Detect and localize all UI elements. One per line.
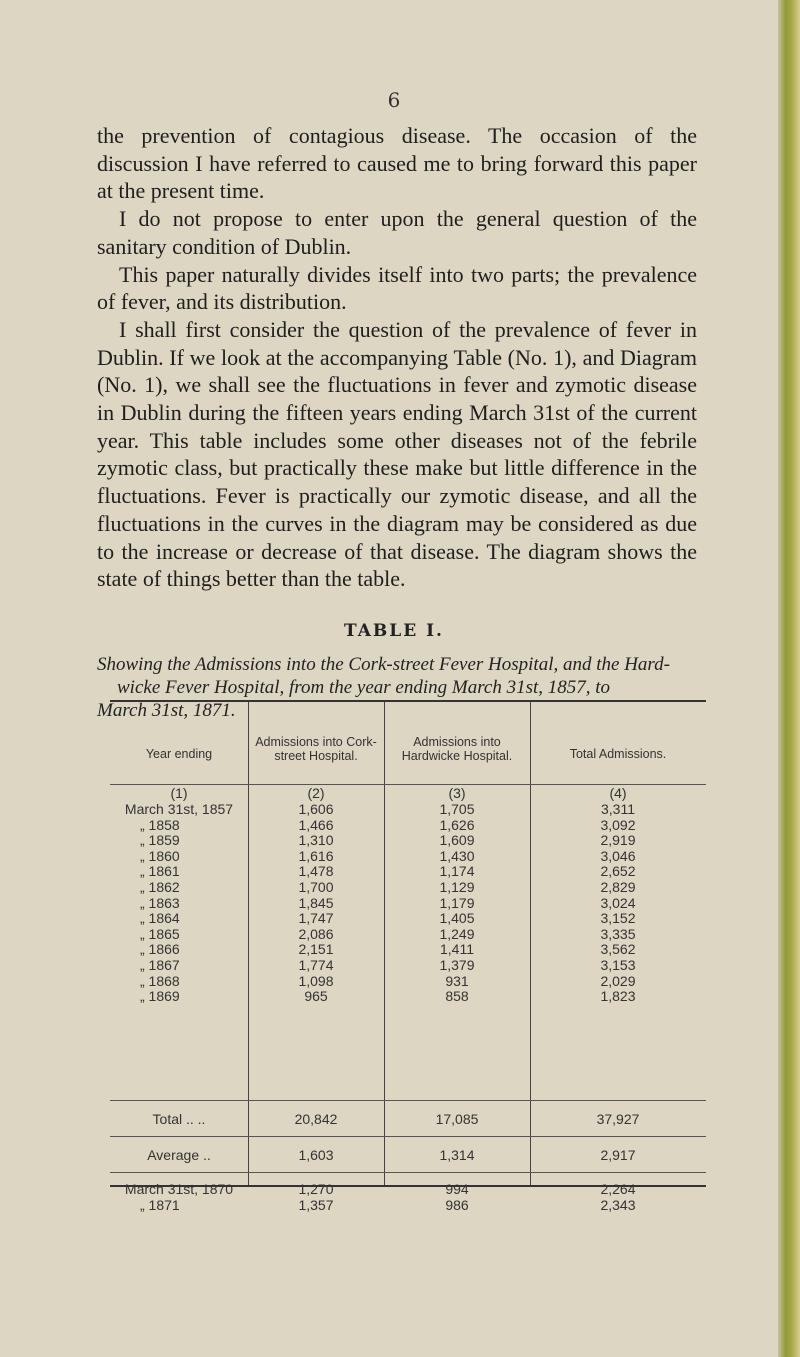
column-number: (3) <box>448 785 466 801</box>
year-cell: March 31st, 1857 <box>124 801 234 817</box>
average-row-cork: 1,603 <box>298 1147 334 1163</box>
year-cell: „ 1864 <box>140 910 180 927</box>
total-row-hardwicke: 17,085 <box>435 1111 479 1127</box>
cork-street-cell: 1,774 <box>298 957 334 973</box>
paragraph-4: I shall first consider the question of the prevalence of fever in Dublin. If we look at the accompanying Table (No. 1), and Diagram (No. 1), we shall see the fluctuations in fever and zymotic disease in Dublin during the fifteen years ending March 31st of the current year. This table includes some other diseases not of the febrile zymotic class, but practically these make but little difference in the fluctuations. Fever is practically our zymotic disease, and all the fluctuations in the curves in the diagram may be considered as due to the increase or decrease of that disease. The diagram shows the state of things better than the table. <box>97 316 697 592</box>
later-hardwicke-cell: 994 <box>445 1181 469 1197</box>
later-cork-cell: 1,270 <box>298 1181 334 1197</box>
cork-street-cell: 1,616 <box>298 847 334 864</box>
year-cell: „ 1868 <box>140 972 180 989</box>
hardwicke-cell: 1,405 <box>439 910 475 927</box>
paragraph-2: I do not propose to enter upon the general question of the sanitary condition of Dublin. <box>97 206 697 259</box>
cork-street-cell: 1,466 <box>298 816 334 833</box>
hardwicke-cell: 1,626 <box>439 816 475 833</box>
year-cell: „ 1865 <box>140 925 180 942</box>
total-cell: 3,311 <box>601 801 635 817</box>
header-year-ending: Year ending <box>145 747 213 761</box>
later-year-cell: „ 1871 <box>140 1196 180 1213</box>
row-separator <box>110 1100 706 1101</box>
hardwicke-cell: 1,379 <box>439 957 475 973</box>
total-cell: 3,335 <box>600 925 636 942</box>
total-row-label: Total .. .. <box>152 1111 206 1127</box>
total-cell: 3,153 <box>600 957 636 973</box>
year-cell: „ 1858 <box>140 816 180 833</box>
total-cell: 3,024 <box>600 894 636 911</box>
year-cell: „ 1860 <box>140 847 180 864</box>
column-number: (4) <box>609 785 627 801</box>
page-edge-binding <box>778 0 800 1357</box>
total-cell: 2,652 <box>600 863 636 880</box>
total-row-cork: 20,842 <box>294 1111 338 1127</box>
cork-street-cell: 1,098 <box>298 972 334 989</box>
total-cell: 3,562 <box>600 941 636 958</box>
cork-street-cell: 1,310 <box>298 832 334 849</box>
total-row-total: 37,927 <box>596 1111 640 1127</box>
caption-line-2: wicke Fever Hospital, from the year ending March 31st, 1857, to <box>117 677 611 698</box>
page-number: 6 <box>387 88 401 112</box>
total-cell: 2,829 <box>600 879 636 895</box>
cork-street-cell: 2,086 <box>298 925 334 942</box>
row-separator <box>110 1172 706 1173</box>
year-cell: „ 1866 <box>140 941 180 958</box>
header-total: Total Admissions. <box>569 747 667 761</box>
hardwicke-cell: 1,705 <box>439 801 475 817</box>
hardwicke-cell: 1,609 <box>439 832 475 849</box>
row-separator <box>110 1136 706 1137</box>
average-row-total: 2,917 <box>600 1147 636 1163</box>
year-cell: „ 1869 <box>140 988 180 1005</box>
caption-line-3: March 31st, 1871. <box>97 700 236 721</box>
year-cell: „ 1859 <box>140 832 180 849</box>
year-cell: „ 1861 <box>140 863 180 880</box>
hardwicke-cell: 1,174 <box>439 863 475 880</box>
hardwicke-cell: 1,249 <box>439 925 475 942</box>
later-cork-cell: 1,357 <box>298 1196 334 1213</box>
cork-street-cell: 1,478 <box>298 863 334 880</box>
cork-street-cell: 1,845 <box>298 894 334 911</box>
admissions-table <box>110 700 706 1213</box>
total-cell: 3,046 <box>600 847 636 864</box>
year-cell: „ 1862 <box>140 879 180 895</box>
hardwicke-cell: 1,430 <box>439 847 475 864</box>
hardwicke-cell: 1,179 <box>439 894 475 911</box>
average-row-label: Average .. <box>147 1147 211 1163</box>
hardwicke-cell: 1,411 <box>440 941 474 958</box>
paragraph-3: This paper naturally divides itself into two parts; the prevalence of fever, and its distribution. <box>97 261 697 315</box>
table-title: TABLE I. <box>344 621 444 641</box>
hardwicke-cell: 1,129 <box>439 879 475 895</box>
total-cell: 1,823 <box>600 988 636 1005</box>
year-cell: „ 1867 <box>140 957 180 973</box>
year-cell: „ 1863 <box>140 894 180 911</box>
cork-street-cell: 1,747 <box>298 910 334 927</box>
total-cell: 3,152 <box>600 910 636 927</box>
later-year-cell: March 31st, 1870 <box>124 1181 234 1197</box>
hardwicke-cell: 931 <box>445 972 469 989</box>
cork-street-cell: 965 <box>304 988 328 1005</box>
later-total-cell: 2,264 <box>600 1181 636 1197</box>
header-hardwicke: Admissions into Hardwicke Hospital. <box>401 735 513 763</box>
caption-line-1: Showing the Admissions into the Cork-street Fever Hospital, and the Hard- <box>97 654 670 675</box>
cork-street-cell: 1,606 <box>298 801 334 817</box>
paragraph-1: the prevention of contagious disease. The occasion of the discussion I have referred to caused me to bring forward this paper at the present time. <box>97 123 697 204</box>
total-cell: 3,092 <box>600 816 636 833</box>
body-text <box>97 122 697 593</box>
total-cell: 2,919 <box>600 832 636 849</box>
cork-street-cell: 2,151 <box>298 941 334 958</box>
header-cork-street: Admissions into Cork-street Hospital. <box>255 735 377 763</box>
column-number: (1) <box>170 785 188 801</box>
column-number: (2) <box>307 785 325 801</box>
total-cell: 2,029 <box>600 972 636 989</box>
later-hardwicke-cell: 986 <box>445 1196 469 1213</box>
hardwicke-cell: 858 <box>445 988 469 1005</box>
cork-street-cell: 1,700 <box>298 879 334 895</box>
later-total-cell: 2,343 <box>600 1196 636 1213</box>
average-row-hardwicke: 1,314 <box>439 1147 475 1163</box>
